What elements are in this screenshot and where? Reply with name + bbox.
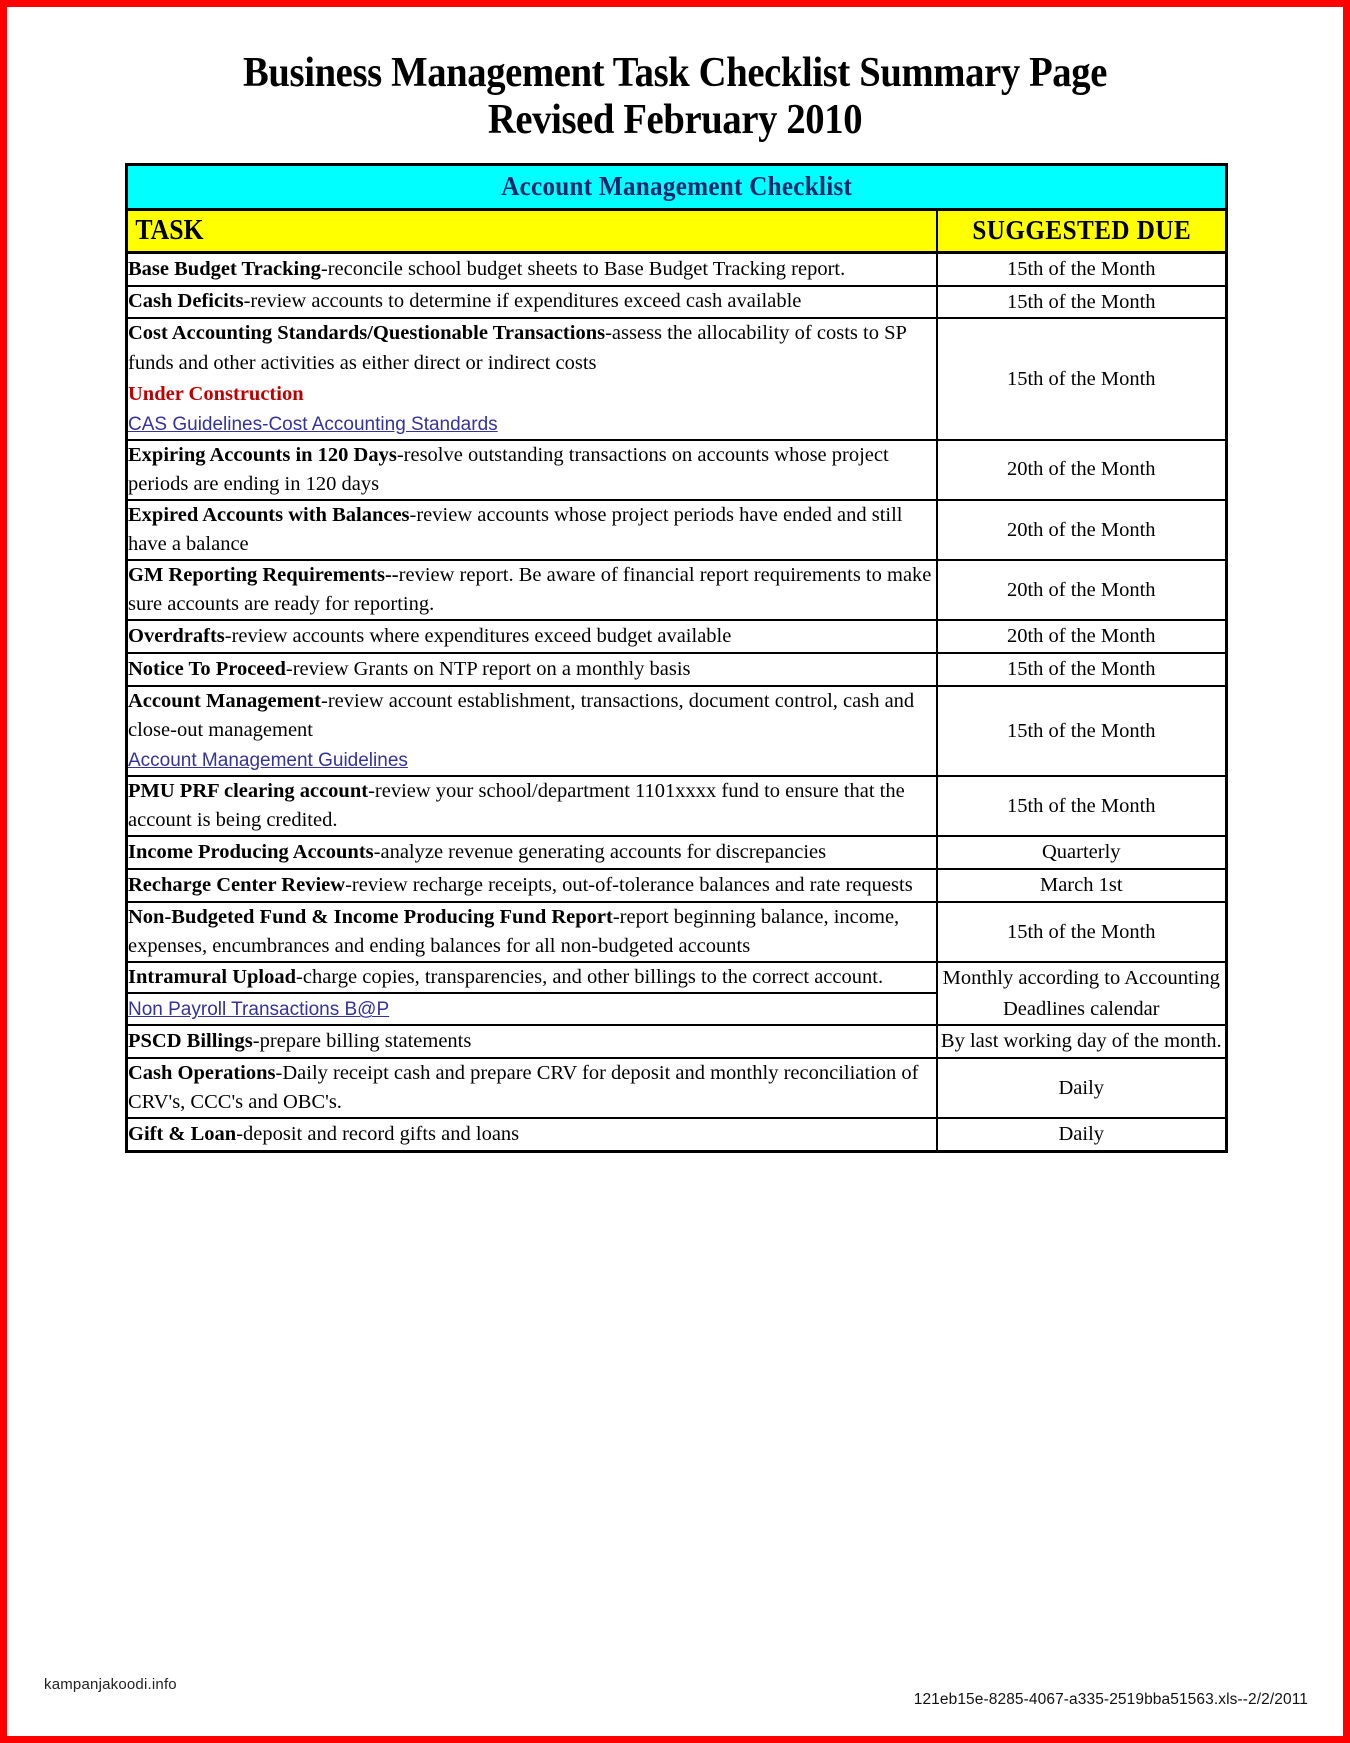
table-row — [127, 1025, 1227, 1058]
due-value: March 1st — [1039, 874, 1123, 897]
checklist-table-wrapper — [125, 163, 1225, 1153]
task-title: Income Producing Accounts — [128, 841, 374, 864]
table-row — [127, 620, 1227, 653]
task-detail: -review account establishment, transactions, document control, cash and close-out management — [128, 689, 915, 741]
task-title: PMU PRF clearing account — [128, 780, 369, 803]
task-description — [128, 501, 936, 559]
task-detail: -assess the allocability of costs to SP funds and other activities as either direct or indirect costs — [128, 322, 907, 374]
task-description — [128, 963, 936, 992]
column-header-task-label: TASK — [135, 214, 204, 246]
column-header-due — [937, 209, 1227, 252]
task-cell — [127, 869, 937, 902]
due-cell — [937, 836, 1227, 869]
due-cell — [937, 440, 1227, 500]
task-cell — [127, 318, 937, 439]
due-value: 15th of the Month — [1006, 367, 1156, 390]
task-detail: -Daily receipt cash and prepare CRV for deposit and monthly reconciliation of CRV's, CCC's and OBC's. — [128, 1062, 919, 1114]
task-title: Cash Deficits — [128, 290, 244, 313]
task-description — [128, 561, 936, 619]
task-detail: review report. Be aware of financial report requirements to make sure accounts are ready for reporting. — [128, 564, 932, 616]
due-value: By last working day of the month. — [940, 1030, 1222, 1053]
due-value: Monthly according to Accounting Deadlines calendar — [942, 966, 1220, 1020]
banner-cell — [127, 164, 1227, 209]
due-value: 20th of the Month — [1006, 578, 1156, 601]
due-cell — [937, 286, 1227, 319]
due-value: 15th of the Month — [1006, 719, 1156, 742]
document-sheet — [14, 14, 1336, 1729]
task-title: Account Management — [128, 689, 322, 712]
task-cell — [127, 252, 937, 285]
due-cell — [937, 1025, 1227, 1058]
due-value: 20th of the Month — [1006, 625, 1156, 648]
due-value: Quarterly — [1041, 841, 1121, 864]
due-cell — [937, 869, 1227, 902]
task-cell — [127, 440, 937, 500]
task-title: Expired Accounts with Balances — [128, 503, 410, 526]
due-value: 20th of the Month — [1006, 518, 1156, 541]
task-cell — [127, 560, 937, 620]
task-cell — [127, 962, 937, 993]
table-row — [127, 286, 1227, 319]
page-title-line-2: Revised February 2010 — [487, 97, 863, 144]
task-description — [128, 255, 936, 284]
task-title: Cash Operations — [128, 1062, 276, 1085]
banner-title: Account Management Checklist — [501, 171, 852, 202]
due-value: 15th of the Month — [1006, 257, 1156, 280]
task-description — [128, 287, 936, 316]
task-detail: -charge copies, transparencies, and other billings to the correct account. — [296, 966, 884, 989]
task-detail: -report beginning balance, income, expenses, encumbrances and ending balances for all non-budgeted accounts — [128, 905, 900, 957]
task-description — [128, 1059, 936, 1117]
due-cell — [937, 686, 1227, 776]
due-cell — [937, 560, 1227, 620]
task-title: Notice To Proceed — [128, 657, 286, 680]
task-detail: -review accounts whose project periods have ended and still have a balance — [128, 503, 903, 556]
table-row — [127, 869, 1227, 902]
table-row — [127, 318, 1227, 439]
table-row — [127, 836, 1227, 869]
task-title: Recharge Center Review — [128, 873, 346, 896]
task-detail: -prepare billing statements — [252, 1030, 472, 1053]
task-detail: -review Grants on NTP report on a monthly basis — [285, 657, 691, 680]
task-title: Gift & Loan — [128, 1123, 237, 1146]
due-value: Daily — [1058, 1123, 1105, 1146]
task-title: Cost Accounting Standards/Questionable Transactions — [128, 322, 606, 345]
table-row — [127, 440, 1227, 500]
task-title: Base Budget Tracking — [128, 257, 321, 280]
task-description — [128, 441, 936, 499]
column-header-due-label: SUGGESTED DUE — [971, 215, 1191, 246]
due-cell — [937, 252, 1227, 285]
table-row — [127, 1118, 1227, 1151]
task-cell — [127, 1118, 937, 1151]
footer-document-id: 121eb15e-8285-4067-a335-2519bba51563.xls--2/2/2011 — [913, 1691, 1308, 1708]
table-row — [127, 686, 1227, 776]
account-management-checklist-table — [125, 163, 1228, 1153]
due-cell — [937, 1118, 1227, 1151]
due-cell — [937, 902, 1227, 962]
task-description — [128, 777, 936, 835]
task-description — [128, 687, 936, 745]
task-description — [128, 622, 936, 651]
task-cell — [127, 500, 937, 560]
task-detail: -review recharge receipts, out-of-tolerance balances and rate requests — [345, 873, 913, 896]
banner-row — [127, 164, 1227, 209]
due-cell — [937, 776, 1227, 836]
task-detail: -deposit and record gifts and loans — [236, 1123, 520, 1146]
watermark-text: kampanjakoodi.info — [44, 1676, 177, 1693]
task-hyperlink[interactable]: Non Payroll Transactions B@P — [128, 999, 390, 1021]
due-value: 15th of the Month — [1006, 290, 1156, 313]
task-cell — [127, 776, 937, 836]
page-title-line-1: Business Management Task Checklist Summary Page — [243, 50, 1107, 96]
task-cell — [127, 686, 937, 776]
task-detail: -resolve outstanding transactions on accounts whose project periods are ending in 120 days — [128, 443, 889, 495]
column-header-row — [127, 209, 1227, 252]
task-cell — [127, 902, 937, 962]
document-title-block — [14, 14, 1336, 145]
task-title: PSCD Billings — [128, 1030, 253, 1053]
task-cell — [127, 653, 937, 686]
table-row — [127, 252, 1227, 285]
table-row — [127, 776, 1227, 836]
due-value: Daily — [1058, 1076, 1105, 1099]
task-detail: -reconcile school budget sheets to Base Budget Tracking report. — [320, 257, 846, 280]
under-construction-notice: Under Construction — [128, 382, 304, 405]
table-row — [127, 1058, 1227, 1118]
table-row — [127, 653, 1227, 686]
task-cell-link-only — [127, 993, 937, 1025]
due-value: 20th of the Month — [1006, 458, 1156, 481]
task-cell — [127, 1058, 937, 1118]
task-title: Intramural Upload — [128, 966, 297, 989]
due-value: 15th of the Month — [1006, 920, 1156, 943]
task-description — [128, 903, 936, 961]
task-cell — [127, 836, 937, 869]
task-detail: -review accounts where expenditures exceed budget available — [224, 625, 732, 648]
due-cell — [937, 620, 1227, 653]
due-cell — [937, 653, 1227, 686]
due-cell — [937, 1058, 1227, 1118]
due-cell — [937, 962, 1227, 1026]
task-title: GM Reporting Requirements-- — [128, 564, 399, 587]
task-hyperlink[interactable]: CAS Guidelines-Cost Accounting Standards — [128, 413, 498, 435]
table-row — [127, 560, 1227, 620]
task-description — [128, 319, 936, 377]
table-row — [127, 902, 1227, 962]
task-description — [128, 871, 936, 900]
due-cell — [937, 318, 1227, 439]
task-description — [128, 838, 936, 867]
task-cell — [127, 1025, 937, 1058]
task-detail: -review your school/department 1101xxxx fund to ensure that the account is being credited. — [128, 780, 905, 832]
due-value: 15th of the Month — [1006, 794, 1156, 817]
task-title: Non-Budgeted Fund & Income Producing Fund Report — [128, 905, 613, 928]
due-value: 15th of the Month — [1006, 658, 1156, 681]
task-hyperlink[interactable]: Account Management Guidelines — [128, 750, 408, 772]
due-cell — [937, 500, 1227, 560]
task-description — [128, 1120, 936, 1149]
task-detail: -review accounts to determine if expenditures exceed cash available — [243, 290, 802, 313]
task-description — [128, 1027, 936, 1056]
task-cell — [127, 286, 937, 319]
task-detail: -analyze revenue generating accounts for discrepancies — [373, 841, 827, 864]
table-row — [127, 500, 1227, 560]
task-cell — [127, 620, 937, 653]
task-title: Expiring Accounts in 120 Days — [128, 443, 397, 466]
table-row — [127, 962, 1227, 993]
column-header-task — [127, 209, 937, 252]
task-description — [128, 655, 936, 684]
task-title: Overdrafts — [128, 625, 225, 648]
